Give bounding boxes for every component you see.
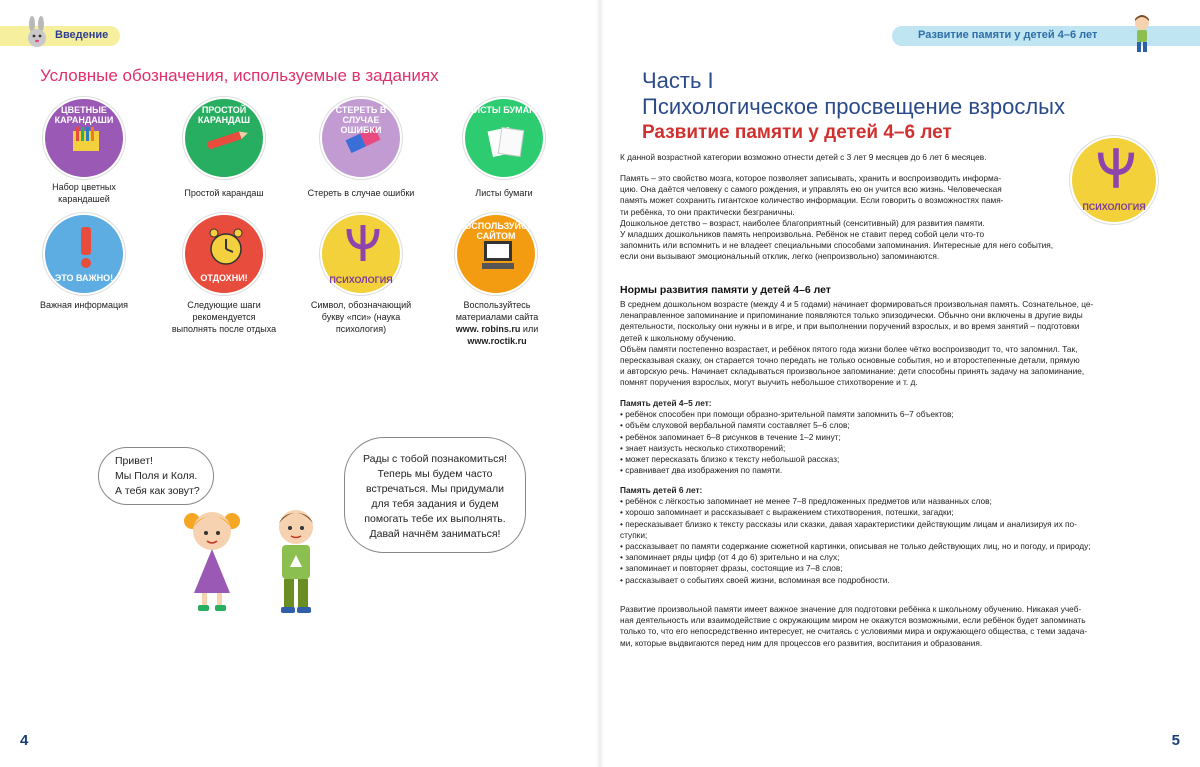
alarm-clock-icon (206, 227, 246, 267)
psychology-sticker-large (1070, 136, 1158, 224)
paper-sheets-caption: Листы бумаги (475, 188, 533, 198)
norms-line: помнят поручения взрослых, могут выучить небольшое стихотворение и т. д. (620, 377, 918, 388)
memory-line: если они вызывают эмоциональный отклик, легко (непроизвольно) запоминаются. (620, 251, 940, 262)
age-6-item: ступки; (620, 529, 648, 540)
memory-line: ти ребёнка, то они практически безграничны. (620, 206, 795, 217)
age-6-item: • пересказывает близко к тексту рассказы или сказки, давая характеристики действующим лицам и анализируя их по- (620, 518, 1077, 529)
norms-line: детей к школьному обучению. (620, 332, 736, 343)
norms-line: и авторскую речь. Начинает складываться произвольное запоминание: дети способны принять задачу на запоминание, (620, 366, 1085, 377)
section-tab-right-label: Развитие памяти у детей 4–6 лет (918, 29, 1098, 41)
rest-sticker (183, 213, 265, 295)
memory-line: цию. Она даётся человеку с самого рождения, и управлять ею он учится всю жизнь. Человеческая (620, 184, 1002, 195)
part-title: Психологическое просвещение взрослых (642, 94, 1065, 119)
pencil-sticker (183, 97, 265, 179)
memory-line: память может сохранить гигантское количество информации. Если говорить о возможностях памя- (620, 195, 1004, 206)
paper-sheets-sticker (463, 97, 545, 179)
boy-speech-line-1: Рады с тобой познакомиться! (362, 453, 508, 465)
part-label: Часть I (642, 68, 714, 93)
age-6-list (620, 485, 1160, 586)
section-tab-left (0, 26, 120, 46)
book-gutter (596, 0, 604, 767)
psi-icon (343, 223, 383, 263)
age-6-item: • запоминает и повторяет фразы, состоящие из 7–8 слов; (620, 563, 843, 574)
roctik-link[interactable]: www.roctik.ru (467, 336, 527, 346)
paper-sheets-icon (486, 125, 526, 159)
website-caption-text: Воспользуйтесь материалами сайта (455, 300, 539, 322)
psychology-sticker-text: ПСИХОЛОГИЯ (329, 275, 393, 285)
important-sticker (43, 213, 125, 295)
norms-line: В среднем дошкольном возрасте (между 4 и 5 годами) начинает формироваться произвольная память. Сознательное, це- (620, 299, 1094, 309)
eraser-sticker-text: СТЕРЕТЬ В СЛУЧАЕ ОШИБКИ (335, 105, 387, 135)
colored-pencils-icon (71, 125, 101, 155)
important-sticker-text: ЭТО ВАЖНО! (54, 273, 114, 283)
age-6-item: • ребёнок с лёгкостью запоминает не менее 7–8 предложенных предметов или названных слов; (620, 496, 992, 507)
boy-illustration (268, 505, 328, 617)
boy-speech-line-3: встречаться. Мы придумали (366, 483, 504, 495)
girl-illustration (178, 505, 250, 615)
link-separator: или (520, 324, 539, 334)
conclusion-line: только то, что его непосредственно интересует, не считаясь с условиями мира и окружающего общества, с теми задача- (620, 626, 1088, 637)
rest-sticker-text: ОТДОХНИ! (200, 273, 248, 283)
norms-line: Объём памяти постепенно возрастает, и ребёнок пятого года жизни более чётко воспроизводит то, что запомнил. Так, (620, 343, 1078, 354)
page-title: Развитие памяти у детей 4–6 лет (642, 122, 952, 143)
norms-paragraph (620, 299, 1160, 389)
boy-speech-bubble (344, 437, 526, 553)
age-6-header: Память детей 6 лет: (620, 485, 703, 495)
norms-line: ленаправленное запоминание и припоминание появляются только эпизодически. Обычно они включены в другие виды (620, 310, 1083, 321)
age-6-item: • запоминает ряды цифр (от 4 до 6) зрительно и на слух; (620, 552, 840, 563)
girl-speech-line-1: Привет! (115, 455, 153, 467)
age-4-5-item: • ребёнок способен при помощи образно-зрительной памяти запомнить 6–7 объектов; (620, 409, 954, 420)
age-4-5-item: • может пересказать близко к тексту небольшой рассказ; (620, 454, 840, 465)
paper-sheets-sticker-text: ЛИСТЫ БУМАГИ (467, 105, 541, 115)
colored-pencils-sticker-text: ЦВЕТНЫЕ КАРАНДАШИ (54, 105, 114, 125)
conclusion-line: Развитие произвольной памяти имеет важное значение для подготовки ребёнка к школьному обучению. Никакая учеб- (620, 604, 1082, 614)
important-caption: Важная информация (39, 300, 129, 310)
boy-speech-line-2: Теперь мы будем часто (377, 468, 493, 480)
age-6-item: • хорошо запоминает и рассказывает с выражением стихотворения, потешки, загадки; (620, 507, 954, 518)
pencil-caption: Простой карандаш (184, 188, 264, 198)
conclusion-line: ми, которые выдвигаются перед ним для процессов его развития, воспитания и образования. (620, 637, 983, 648)
girl-speech-bubble (98, 447, 214, 505)
psychology-sticker (320, 213, 402, 295)
boy-speech-line-6: Давай начнём заниматься! (369, 528, 501, 540)
boy-speech-line-5: помогать тебе их выполнять. (364, 513, 506, 525)
memory-paragraph (620, 173, 1070, 263)
girl-speech-line-3: А тебя как зовут? (115, 485, 200, 497)
age-4-5-item: • ребёнок запоминает 6–8 рисунков в течение 1–2 минут; (620, 431, 841, 442)
intro-text: К данной возрастной категории возможно отнести детей с 3 лет 9 месяцев до 6 лет 6 месяцев. (620, 152, 987, 162)
age-4-5-item: • сравнивает два изображения по памяти. (620, 465, 783, 476)
exclamation-icon (76, 225, 96, 269)
colored-pencils-caption: Набор цветных карандашей (52, 182, 116, 204)
eraser-caption: Стереть в случае ошибки (307, 188, 415, 198)
rest-caption: Следующие шаги рекомендуется выполнять после отдыха (171, 300, 277, 334)
pencil-icon (203, 128, 249, 152)
website-sticker-text: ВОСПОЛЬЗУЙСЯ САЙТОМ (458, 221, 534, 241)
norms-line: деятельности, поскольку они нужны и в игре, и при выполнении поручений взрослых, и во время занятий – подготовки (620, 321, 1080, 332)
pencil-sticker-text: ПРОСТОЙ КАРАНДАШ (197, 105, 251, 125)
girl-speech-line-2: Мы Поля и Коля. (115, 470, 198, 482)
website-sticker (455, 213, 537, 295)
norms-header: Нормы развития памяти у детей 4–6 лет (620, 284, 831, 296)
age-4-5-header: Память детей 4–5 лет: (620, 398, 712, 408)
age-4-5-item: • объём слуховой вербальной памяти составляет 5–6 слов; (620, 420, 850, 431)
memory-line: Память – это свойство мозга, которое позволяет записывать, хранить и воспроизводить информа- (620, 173, 1002, 183)
colored-pencils-sticker (43, 97, 125, 179)
memory-line: У младших дошкольников память непроизвольна. Ребёнок не ставит перед собой цели что-то (620, 229, 985, 240)
memory-line: Дошкольное детство – возраст, наиболее благоприятный (сенситивный) для развития памяти. (620, 217, 985, 228)
robins-link[interactable]: www. robins.ru (455, 324, 521, 334)
legend-title: Условные обозначения, используемые в заданиях (40, 66, 439, 85)
bunny-icon (24, 16, 50, 50)
computer-icon (480, 239, 516, 271)
age-6-item: • рассказывает по памяти содержание сюжетной картинки, описывая не только действующих лиц, но и погоду, и природу; (620, 541, 1091, 552)
conclusion-paragraph (620, 604, 1160, 649)
page-number-left: 4 (20, 732, 29, 749)
norms-line: пересказывая сказку, он старается точно передать не только основные события, но и второстепенные детали, прямую (620, 355, 1080, 366)
age-4-5-list (620, 398, 1160, 476)
page-number-right: 5 (1171, 732, 1180, 749)
boy-mini-icon (1128, 14, 1156, 54)
website-caption (441, 299, 553, 347)
eraser-sticker (320, 97, 402, 179)
psychology-caption: Символ, обозначающий букву «пси» (наука психология) (310, 300, 412, 334)
age-4-5-item: • знает наизусть несколько стихотворений; (620, 442, 786, 453)
section-tab-left-label: Введение (55, 29, 109, 41)
memory-line: запомнить или вспомнить и не владеет специальными способами запоминания. Интересные для него события, (620, 240, 1054, 251)
psychology-sticker-large-text: ПСИХОЛОГИЯ (1082, 202, 1146, 212)
conclusion-line: ная деятельность или взаимодействие с окружающим миром не окажутся возможными, если ребёнок будет запоминать (620, 615, 1086, 626)
age-6-item: • рассказывает о событиях своей жизни, вспоминая все подробности. (620, 574, 890, 585)
boy-speech-line-4: для тебя задания и будем (371, 498, 499, 510)
